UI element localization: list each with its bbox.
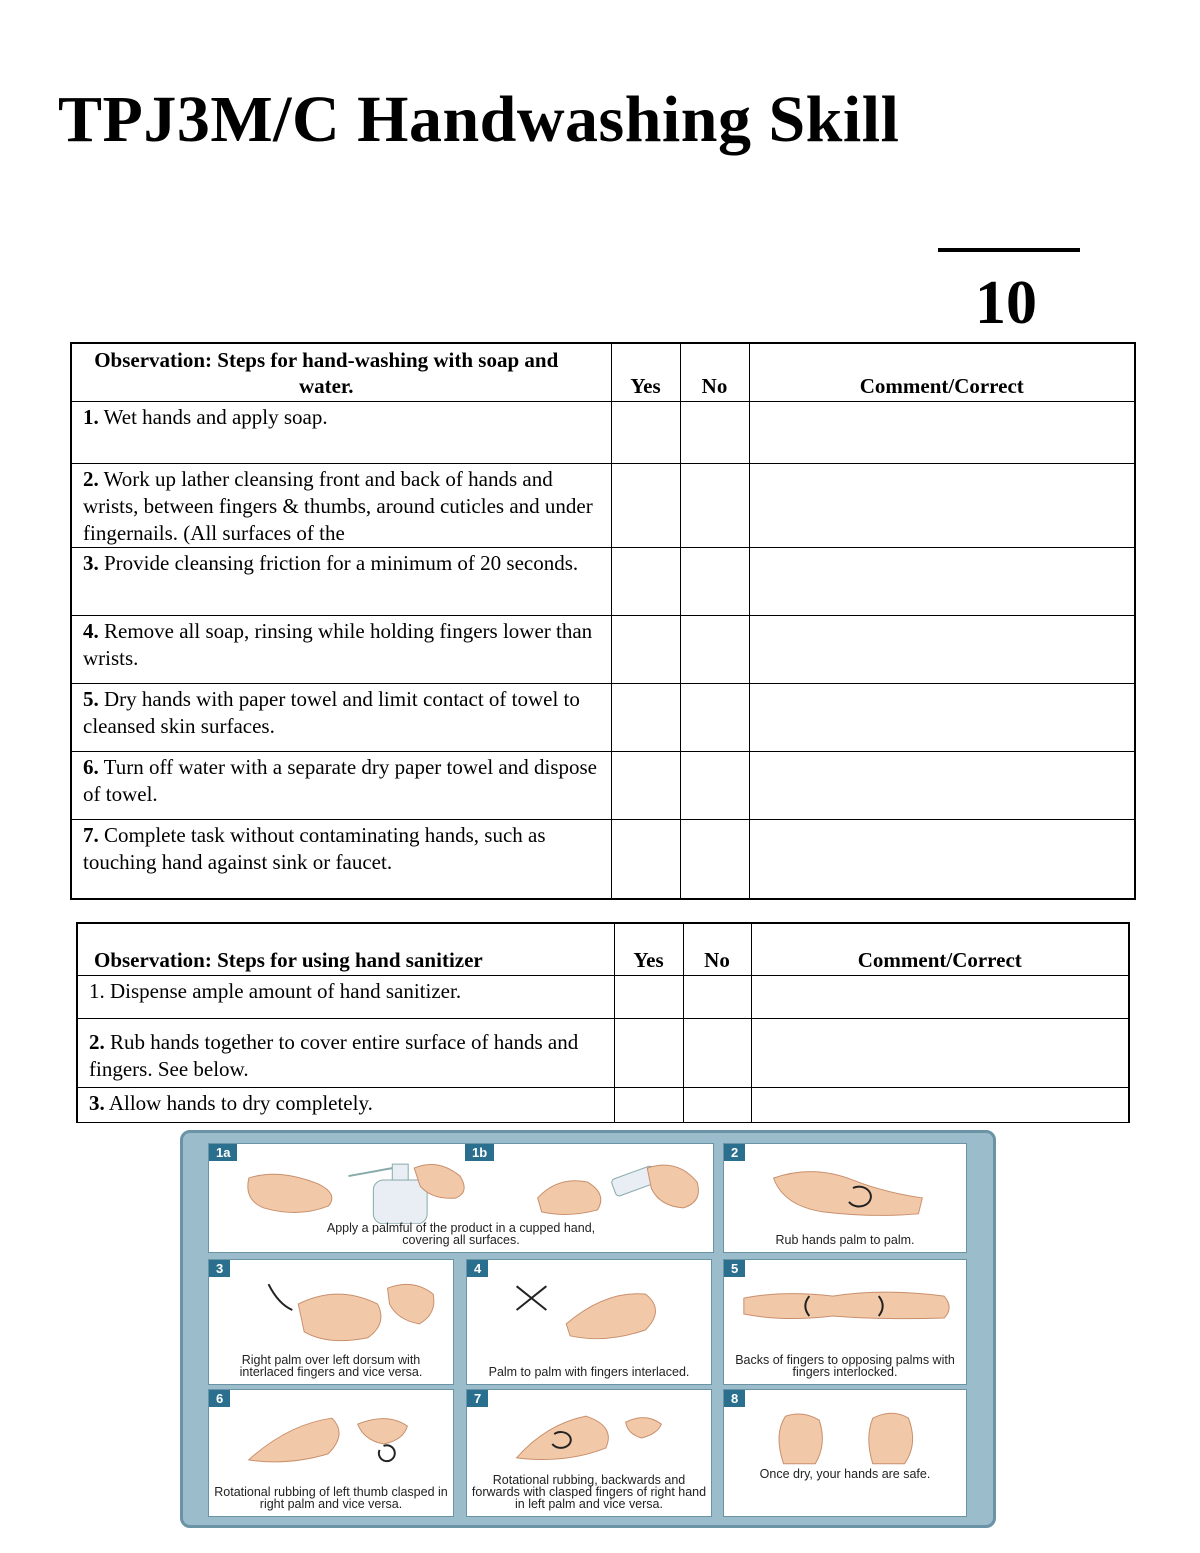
yes-check-cell[interactable] [611,547,680,615]
score-total: 10 [975,269,1037,337]
step-caption: Apply a palmful of the product in a cupped hand, covering all surfaces. [326,1221,596,1247]
step-text: 1. Dispense ample amount of hand sanitizer. [89,978,462,1003]
table-row [77,1087,1129,1122]
no-check-cell[interactable] [680,463,749,547]
step-text: Wet hands and apply soap. [103,404,328,429]
comment-cell[interactable] [751,1087,1129,1122]
palm-to-palm-icon [724,1158,966,1224]
score-blank-line [938,248,1080,252]
step-cell [71,547,611,615]
backs-of-fingers-icon [724,1274,966,1350]
step-text: Provide cleansing friction for a minimum of 20 seconds. [104,550,579,575]
step-number: 1. [83,404,99,429]
step-number: 6. [83,754,99,779]
step-1-card [208,1143,714,1253]
no-header: No [683,923,751,975]
step-text: Remove all soap, rinsing while holding fingers lower than wrists. [83,618,593,670]
step-caption: Palm to palm with fingers interlaced. [488,1365,690,1379]
no-check-cell[interactable] [680,751,749,819]
comment-cell[interactable] [749,463,1135,547]
yes-header: Yes [611,343,680,401]
yes-check-cell[interactable] [611,819,680,899]
step-text: Rub hands together to cover entire surface of hands and fingers. See below. [89,1029,579,1081]
table-row [77,1018,1129,1087]
no-check-cell[interactable] [680,683,749,751]
step-badge: 1b [465,1144,494,1161]
step-4-card [466,1259,712,1385]
table-row [71,401,1135,463]
observation-header: Observation: Steps for hand-washing with soap and water. [71,343,611,401]
step-caption: Once dry, your hands are safe. [759,1467,931,1481]
comment-cell[interactable] [749,819,1135,899]
step-7-card [466,1389,712,1517]
step-cell [77,1018,614,1087]
yes-check-cell[interactable] [614,1018,683,1087]
comment-cell[interactable] [749,401,1135,463]
step-3-card [208,1259,454,1385]
comment-cell[interactable] [751,975,1129,1018]
step-caption: Rotational rubbing, backwards and forwards with clasped fingers of right hand in left palm and vice versa. [471,1473,707,1511]
step-caption: Right palm over left dorsum with interlaced fingers and vice versa. [239,1353,423,1379]
sanitizer-observation-table [76,922,1130,1123]
yes-check-cell[interactable] [614,1087,683,1122]
step-badge: 4 [467,1260,488,1277]
step-text: Dry hands with paper towel and limit contact of towel to cleansed skin surfaces. [83,686,580,738]
table-row [71,547,1135,615]
step-badge: 5 [724,1260,745,1277]
step-text: Turn off water with a separate dry paper towel and dispose of towel. [83,754,597,806]
comment-cell[interactable] [749,547,1135,615]
step-number: 5. [83,686,99,711]
yes-check-cell[interactable] [611,615,680,683]
step-6-card [208,1389,454,1517]
no-check-cell[interactable] [683,1087,751,1122]
comment-header: Comment/Correct [749,343,1135,401]
no-header: No [680,343,749,401]
no-check-cell[interactable] [683,975,751,1018]
step-number: 2. [89,1029,105,1054]
step-cell [71,615,611,683]
comment-header: Comment/Correct [751,923,1129,975]
table-row [71,683,1135,751]
step-cell [77,975,614,1018]
step-cell [71,683,611,751]
step-caption: Rotational rubbing of left thumb clasped in right palm and vice versa. [214,1485,448,1511]
step-badge: 2 [724,1144,745,1161]
step-number: 3. [89,1090,105,1115]
thumb-rotation-icon [209,1404,453,1480]
cupped-hand-soap-pump-icon [209,1158,713,1224]
step-caption: Rub hands palm to palm. [775,1233,915,1247]
table-row [71,615,1135,683]
no-check-cell[interactable] [680,547,749,615]
dry-hands-icon [724,1404,966,1474]
yes-header: Yes [614,923,683,975]
page-title: TPJ3M/C Handwashing Skill [58,83,900,156]
step-number: 3. [83,550,99,575]
step-badge: 1a [209,1144,237,1161]
step-cell [77,1087,614,1122]
step-cell [71,819,611,899]
table-row [71,463,1135,547]
fingertips-rotation-icon [467,1404,711,1470]
yes-check-cell[interactable] [611,683,680,751]
step-2-card [723,1143,967,1253]
no-check-cell[interactable] [680,615,749,683]
table-row [71,751,1135,819]
step-number: 4. [83,618,99,643]
table-row [71,819,1135,899]
comment-cell[interactable] [749,615,1135,683]
soap-observation-table [70,342,1136,900]
step-text: Work up lather cleansing front and back of hands and wrists, between fingers & thumbs, around cuticles and under fingernails. (All surfaces of the [83,466,593,545]
observation-header: Observation: Steps for using hand sanitizer [77,923,614,975]
comment-cell[interactable] [749,683,1135,751]
step-text: Allow hands to dry completely. [104,1090,373,1115]
step-badge: 3 [209,1260,230,1277]
no-check-cell[interactable] [680,819,749,899]
no-check-cell[interactable] [680,401,749,463]
palm-over-dorsum-icon [209,1274,453,1350]
yes-check-cell[interactable] [611,751,680,819]
step-badge: 6 [209,1390,230,1407]
yes-check-cell[interactable] [614,975,683,1018]
step-cell [71,463,611,547]
step-number: 7. [83,822,99,847]
step-badge: 8 [724,1390,745,1407]
table-row [77,975,1129,1018]
step-caption: Backs of fingers to opposing palms with fingers interlocked. [735,1353,955,1379]
yes-check-cell[interactable] [611,463,680,547]
no-check-cell[interactable] [683,1018,751,1087]
yes-check-cell[interactable] [611,401,680,463]
interlaced-fingers-icon [467,1274,711,1350]
step-5-card [723,1259,967,1385]
hand-rub-technique-illustration [180,1130,996,1528]
step-cell [71,401,611,463]
comment-cell[interactable] [751,1018,1129,1087]
step-number: 2. [83,466,99,491]
step-cell [71,751,611,819]
step-text: Complete task without contaminating hands, such as touching hand against sink or faucet. [83,822,546,874]
step-badge: 7 [467,1390,488,1407]
step-8-card [723,1389,967,1517]
comment-cell[interactable] [749,751,1135,819]
